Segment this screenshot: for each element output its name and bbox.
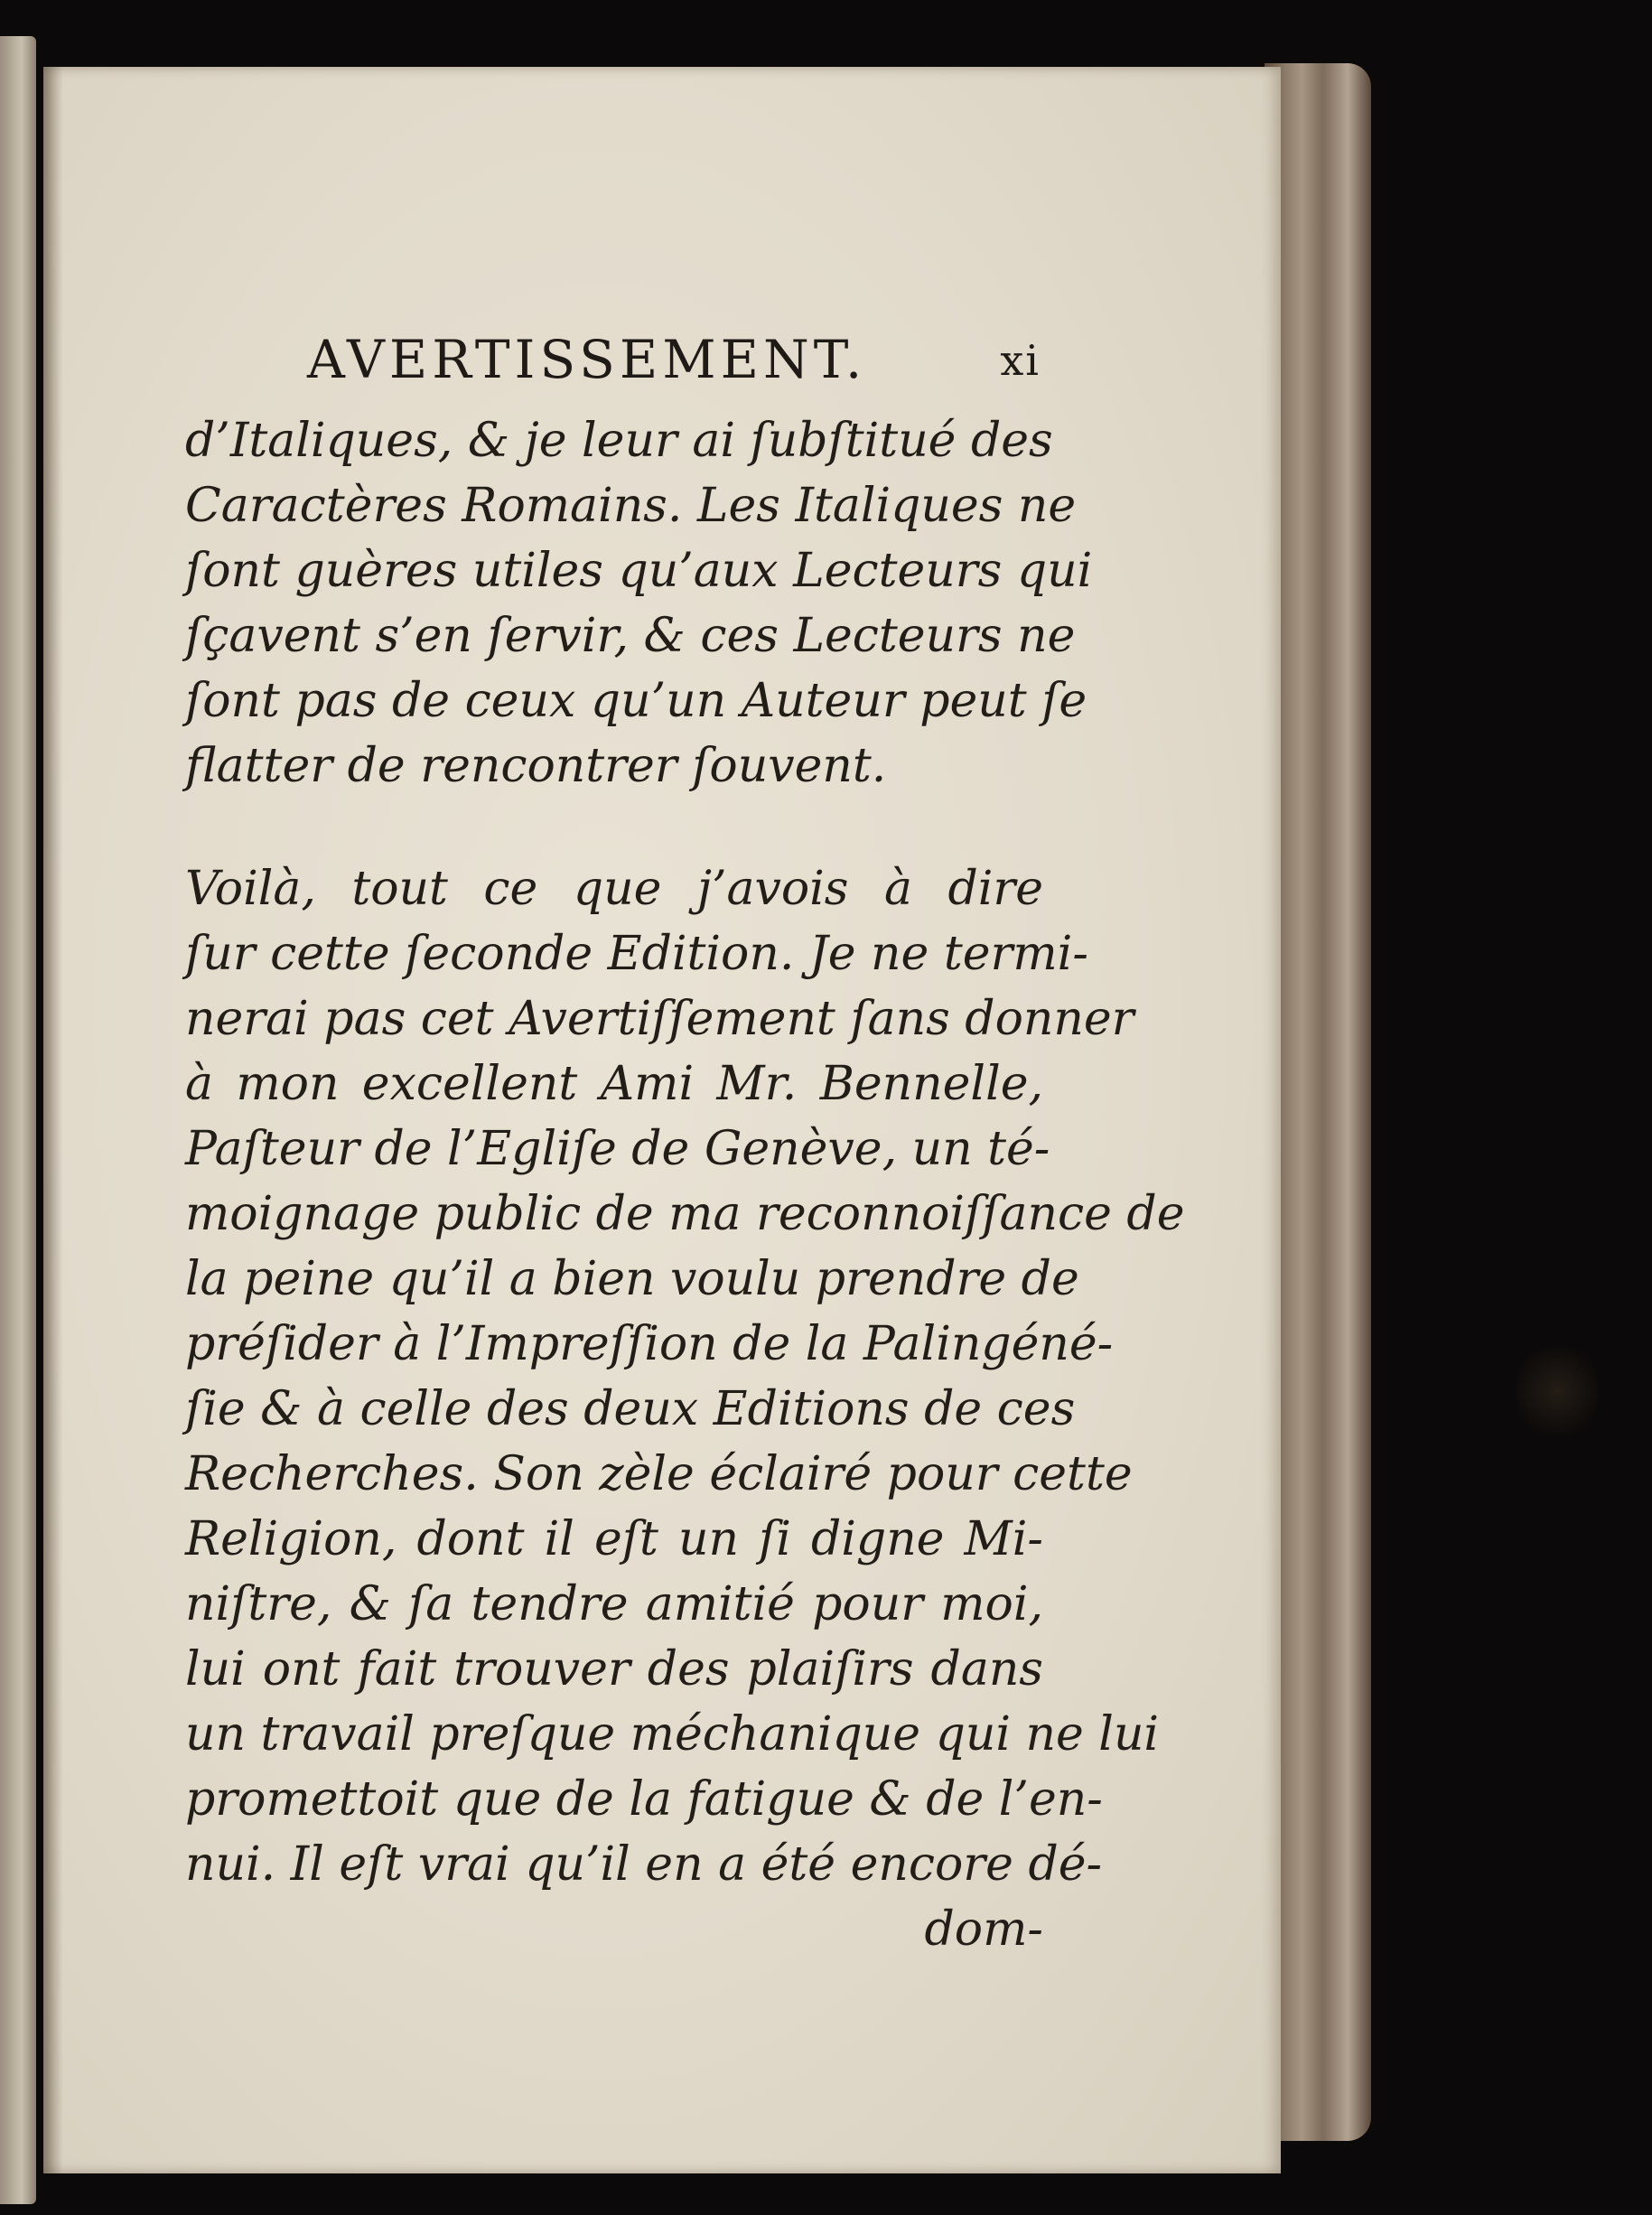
- text-line: Paſteur de l’Egliſe de Genève, un té-: [185, 1122, 1050, 1176]
- text-line: lui ont fait trouver des plaiſirs dans: [185, 1642, 1043, 1696]
- text-line: Voilà, tout ce que j’avois à dire: [185, 862, 1043, 916]
- text-line: niſtre, & ſa tendre amitié pour moi,: [185, 1577, 1043, 1631]
- text-line: la peine qu’il a bien voulu prendre de: [185, 1252, 1079, 1306]
- text-line: ſur cette ſeconde Edition. Je ne termi-: [185, 927, 1088, 981]
- text-line: un travail preſque méchanique qui ne lui: [185, 1707, 1160, 1762]
- text-line: ſie & à celle des deux Editions de ces: [185, 1382, 1076, 1436]
- text-line: nerai pas cet Avertiſſement ſans donner: [185, 992, 1134, 1046]
- text-line: ſçavent s’en ſervir, & ces Lecteurs ne: [185, 609, 1076, 663]
- previous-page-edge: [0, 36, 36, 2204]
- text-line: à mon excellent Ami Mr. Bennelle,: [185, 1057, 1043, 1111]
- page-gutter-shadow: [43, 67, 63, 2173]
- running-head-title: AVERTISSEMENT.: [307, 329, 867, 390]
- paper-stain: [1517, 1337, 1598, 1445]
- text-line: ſont guères utiles qu’aux Lecteurs qui: [185, 544, 1093, 598]
- text-line: préſider à l’Impreſſion de la Palingéné-: [185, 1317, 1114, 1371]
- text-line: ſont pas de ceux qu’un Auteur peut ſe: [185, 674, 1087, 728]
- text-line: flatter de rencontrer ſouvent.: [185, 739, 887, 793]
- text-line: promettoit que de la fatigue & de l’en-: [185, 1772, 1103, 1827]
- text-line: Recherches. Son zèle éclairé pour cette: [185, 1447, 1133, 1501]
- paragraph-1: [185, 408, 1093, 799]
- catchword: dom-: [924, 1902, 1043, 1957]
- page-number: xi: [1000, 336, 1041, 385]
- paragraph-2: [185, 856, 1185, 1962]
- text-line: d’Italiques, & je leur ai ſubſtitué des: [185, 414, 1053, 468]
- text-line: Caractères Romains. Les Italiques ne: [185, 479, 1077, 533]
- text-line: Religion, dont il eſt un ſi digne Mi-: [185, 1512, 1043, 1566]
- text-line: moignage public de ma reconnoiſſance de: [185, 1187, 1185, 1241]
- running-head: [307, 329, 1048, 392]
- text-line: nui. Il eſt vrai qu’il en a été encore dé-: [185, 1837, 1103, 1892]
